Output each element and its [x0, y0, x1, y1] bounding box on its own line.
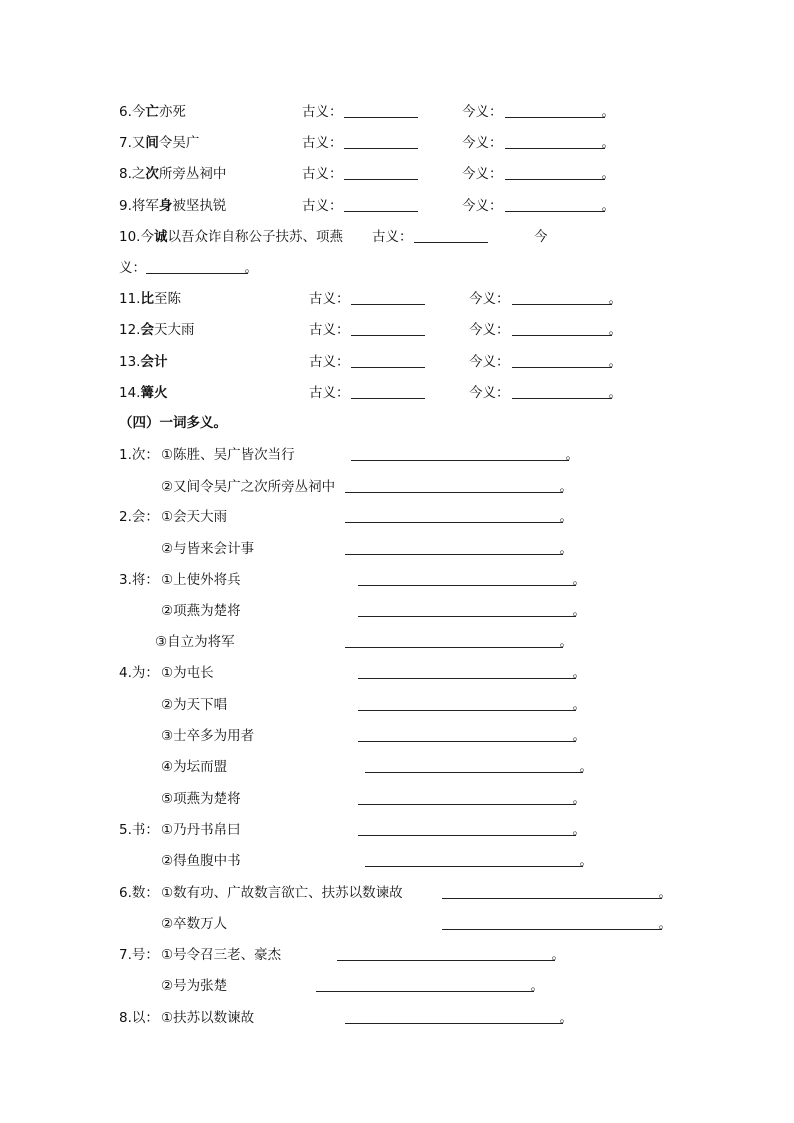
word-2-heading: 2.会：	[119, 509, 159, 525]
end-punctuation: 。	[551, 947, 565, 963]
word-2-sense-2-blank[interactable]	[345, 540, 573, 558]
phrase-part: 12.	[119, 322, 141, 338]
phrase-part: 所旁丛祠中	[158, 166, 227, 182]
word-1-sense-1: ①陈胜、吴广皆次当行	[161, 447, 295, 463]
phrase-part: 13.	[119, 354, 141, 370]
word-6-sense-2: ②卒数万人	[161, 916, 228, 932]
jin-yi-label: 今义：	[462, 135, 503, 151]
gu-yi-label: 古义：	[302, 135, 343, 151]
word-7-sense-2-blank[interactable]	[316, 977, 544, 995]
phrase-part: 至陈	[153, 291, 181, 307]
word-4-heading: 4.为：	[119, 665, 159, 681]
phrase-part: 7.	[119, 135, 132, 151]
word-7-sense-1: ①号令召三老、豪杰	[161, 947, 282, 963]
jin-yi-blank[interactable]	[146, 259, 258, 277]
answer-line	[351, 367, 425, 368]
word-6-sense-1-blank[interactable]	[442, 884, 672, 902]
end-punctuation: 。	[559, 1010, 573, 1026]
key-word: 会	[140, 322, 154, 338]
jin-yi-label: 今义：	[462, 198, 503, 214]
word-3-sense-3: ③自立为将军	[155, 634, 235, 650]
jin-yi-blank[interactable]	[505, 134, 615, 152]
gu-yi-label: 古义：	[309, 354, 350, 370]
gu-yi-blank[interactable]	[344, 197, 428, 215]
word-3-sense-1-blank[interactable]	[358, 571, 586, 589]
end-punctuation: 。	[608, 291, 622, 307]
word-4-sense-5: ⑤项燕为楚将	[161, 791, 241, 807]
answer-line	[351, 304, 425, 305]
phrase-part: 将军	[131, 198, 159, 214]
answer-line	[344, 148, 418, 149]
phrase-item-12	[119, 321, 194, 339]
answer-line	[146, 273, 248, 274]
end-punctuation: 。	[244, 260, 258, 276]
key-word: 篝火	[140, 385, 168, 401]
gu-yi-label: 古义：	[302, 166, 343, 182]
answer-line	[358, 585, 576, 586]
answer-line	[512, 335, 612, 336]
end-punctuation: 。	[559, 541, 573, 557]
answer-line	[505, 211, 605, 212]
answer-line	[358, 710, 576, 711]
end-punctuation: 。	[559, 479, 573, 495]
phrase-part: 被坚执锐	[172, 198, 227, 214]
answer-line	[512, 398, 612, 399]
answer-line	[344, 117, 418, 118]
word-5-sense-1: ①乃丹书帛曰	[161, 822, 241, 838]
gu-yi-blank[interactable]	[351, 353, 435, 371]
phrase-part: 之	[131, 166, 146, 182]
jin-yi-label: 今义：	[469, 385, 510, 401]
phrase-part: 9.	[119, 198, 132, 214]
end-punctuation: 。	[601, 166, 615, 182]
answer-line	[358, 835, 576, 836]
word-6-sense-1: ①数有功、广故数言欲亡、扶苏以数谏故	[161, 885, 403, 901]
gu-yi-label: 古义：	[309, 291, 350, 307]
key-word: 比	[140, 291, 154, 307]
jin-yi-label: 今义：	[469, 354, 510, 370]
phrase-part: 6.	[119, 104, 132, 120]
answer-line	[351, 460, 569, 461]
word-2-sense-2: ②与皆来会计事	[161, 541, 255, 557]
key-word: 次	[145, 166, 159, 182]
phrase-part: 天大雨	[153, 322, 195, 338]
answer-line	[345, 554, 563, 555]
jin-yi-label-cont: 义：	[119, 260, 146, 276]
word-1-sense-2-blank[interactable]	[345, 478, 573, 496]
end-punctuation: 。	[608, 385, 622, 401]
phrase-item-10	[119, 228, 343, 246]
end-punctuation: 。	[579, 759, 593, 775]
word-3-heading: 3.将：	[119, 572, 159, 588]
word-1-sense-1-blank[interactable]	[351, 446, 579, 464]
word-4-sense-1: ①为屯长	[161, 665, 214, 681]
answer-line	[316, 991, 534, 992]
word-1-sense-2: ②又间令吴广之次所旁丛祠中	[161, 479, 336, 495]
gu-yi-label: 古义：	[302, 104, 343, 120]
key-word: 间	[145, 135, 159, 151]
jin-yi-blank[interactable]	[512, 384, 622, 402]
answer-line	[365, 866, 583, 867]
answer-line	[442, 898, 662, 899]
key-word: 诚	[153, 229, 168, 245]
answer-line	[358, 804, 576, 805]
end-punctuation: 。	[559, 634, 573, 650]
jin-yi-label: 今义：	[462, 166, 503, 182]
word-4-sense-2-blank[interactable]	[358, 696, 586, 714]
word-4-sense-4-blank[interactable]	[365, 758, 593, 776]
answer-line	[442, 929, 662, 930]
answer-line	[344, 211, 418, 212]
end-punctuation: 。	[572, 728, 586, 744]
end-punctuation: 。	[579, 853, 593, 869]
jin-yi-label: 今义：	[469, 322, 510, 338]
end-punctuation: 。	[658, 916, 672, 932]
end-punctuation: 。	[658, 885, 672, 901]
end-punctuation: 。	[572, 822, 586, 838]
gu-yi-label: 古义：	[372, 229, 413, 245]
word-5-sense-2: ②得鱼腹中书	[161, 853, 241, 869]
phrase-part: 今	[140, 229, 154, 245]
key-word: 身	[158, 198, 173, 214]
phrase-item-7	[119, 134, 199, 152]
phrase-part: 10.	[119, 229, 141, 245]
end-punctuation: 。	[601, 198, 615, 214]
word-3-sense-1: ①上使外将兵	[161, 572, 241, 588]
end-punctuation: 。	[601, 135, 615, 151]
end-punctuation: 。	[565, 447, 579, 463]
answer-line	[505, 148, 605, 149]
section-four-title: （四）一词多义。	[119, 415, 227, 431]
phrase-part: 14.	[119, 385, 141, 401]
jin-yi-label: 今	[534, 229, 548, 245]
end-punctuation: 。	[572, 603, 586, 619]
word-5-sense-1-blank[interactable]	[358, 821, 586, 839]
answer-line	[365, 772, 583, 773]
word-4-sense-3-blank[interactable]	[358, 727, 586, 745]
word-6-sense-2-blank[interactable]	[442, 915, 672, 933]
word-3-sense-2: ②项燕为楚将	[161, 603, 241, 619]
jin-yi-blank[interactable]	[505, 197, 615, 215]
jin-yi-blank[interactable]	[512, 290, 622, 308]
word-5-heading: 5.书：	[119, 822, 159, 838]
word-8-sense-1: ①扶苏以数谏故	[161, 1010, 255, 1026]
jin-yi-blank[interactable]	[505, 165, 615, 183]
word-8-heading: 8.以：	[119, 1010, 159, 1026]
phrase-part: 8.	[119, 166, 132, 182]
word-5-sense-2-blank[interactable]	[365, 852, 593, 870]
word-4-sense-4: ④为坛而盟	[161, 759, 228, 775]
gu-yi-blank[interactable]	[344, 134, 428, 152]
word-3-sense-2-blank[interactable]	[358, 602, 586, 620]
phrase-part: 亦死	[158, 104, 186, 120]
phrase-item-8	[119, 165, 226, 183]
end-punctuation: 。	[572, 665, 586, 681]
answer-line	[512, 367, 612, 368]
answer-line	[351, 335, 425, 336]
phrase-item-14	[119, 384, 167, 402]
word-7-sense-2: ②号为张楚	[161, 978, 228, 994]
jin-yi-blank[interactable]	[512, 353, 622, 371]
answer-line	[358, 616, 576, 617]
end-punctuation: 。	[608, 354, 622, 370]
answer-line	[505, 117, 605, 118]
word-4-sense-3: ③士卒多为用者	[161, 728, 255, 744]
end-punctuation: 。	[572, 697, 586, 713]
word-4-sense-5-blank[interactable]	[358, 790, 586, 808]
phrase-item-6	[119, 103, 186, 121]
word-1-heading: 1.次：	[119, 447, 159, 463]
answer-line	[337, 960, 555, 961]
word-6-heading: 6.数：	[119, 885, 159, 901]
phrase-item-11	[119, 290, 181, 308]
gu-yi-blank[interactable]	[351, 290, 435, 308]
end-punctuation: 。	[601, 104, 615, 120]
end-punctuation: 。	[572, 572, 586, 588]
word-3-sense-3-blank[interactable]	[345, 633, 573, 651]
phrase-part: 11.	[119, 291, 141, 307]
end-punctuation: 。	[608, 322, 622, 338]
answer-line	[351, 398, 425, 399]
answer-line	[505, 179, 605, 180]
word-7-sense-1-blank[interactable]	[337, 946, 565, 964]
jin-yi-label: 今义：	[462, 104, 503, 120]
word-4-sense-1-blank[interactable]	[358, 664, 586, 682]
answer-line	[358, 678, 576, 679]
key-word: 会计	[140, 354, 168, 370]
answer-line	[345, 1023, 563, 1024]
key-word: 亡	[145, 104, 159, 120]
answer-line	[344, 179, 418, 180]
word-7-heading: 7.号：	[119, 947, 159, 963]
word-8-sense-1-blank[interactable]	[345, 1009, 573, 1027]
answer-line	[345, 522, 563, 523]
phrase-part: 令吴广	[158, 135, 200, 151]
gu-yi-label: 古义：	[309, 385, 350, 401]
word-2-sense-1-blank[interactable]	[345, 508, 573, 526]
word-4-sense-2: ②为天下唱	[161, 697, 228, 713]
end-punctuation: 。	[572, 791, 586, 807]
phrase-item-13	[119, 353, 167, 371]
end-punctuation: 。	[530, 978, 544, 994]
end-punctuation: 。	[559, 509, 573, 525]
gu-yi-label: 古义：	[309, 322, 350, 338]
gu-yi-blank[interactable]	[351, 384, 435, 402]
phrase-item-9	[119, 197, 226, 215]
jin-yi-blank[interactable]	[512, 321, 622, 339]
gu-yi-blank[interactable]	[344, 165, 428, 183]
answer-line	[358, 741, 576, 742]
word-2-sense-1: ①会天大雨	[161, 509, 228, 525]
phrase-part: 今	[131, 104, 146, 120]
gu-yi-blank[interactable]	[414, 228, 498, 246]
jin-yi-label: 今义：	[469, 291, 510, 307]
answer-line	[414, 242, 488, 243]
answer-line	[345, 492, 563, 493]
answer-line	[345, 647, 563, 648]
gu-yi-blank[interactable]	[344, 103, 428, 121]
gu-yi-blank[interactable]	[351, 321, 435, 339]
gu-yi-label: 古义：	[302, 198, 343, 214]
jin-yi-blank[interactable]	[505, 103, 615, 121]
answer-line	[512, 304, 612, 305]
phrase-part: 以吾众诈自称公子扶苏、项燕	[167, 229, 343, 245]
phrase-part: 又	[131, 135, 146, 151]
